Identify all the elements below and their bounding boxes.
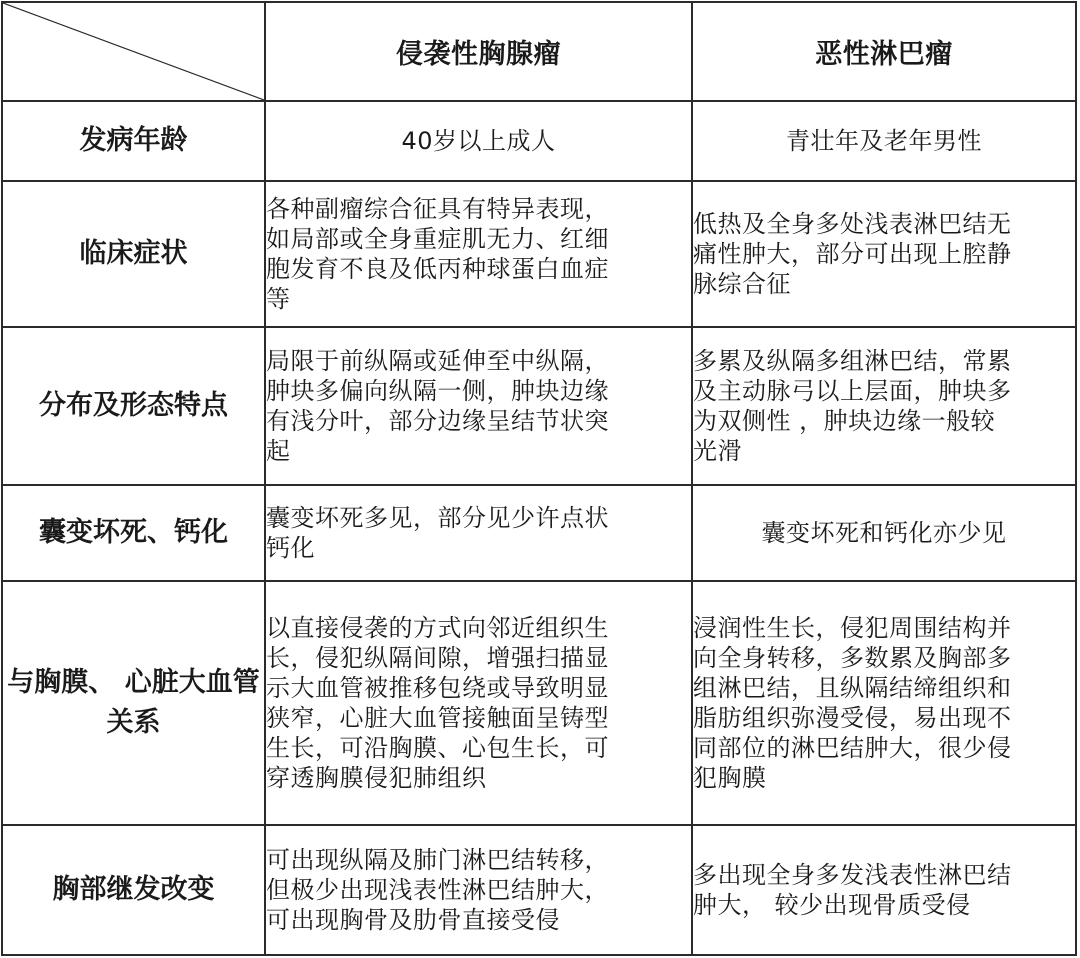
cell-lymphoma-distribution — [692, 327, 1076, 485]
cell-text-line: 生长，可沿胸膜、心包生长，可 — [266, 734, 609, 762]
table-row — [2, 327, 1076, 485]
row-label-line: 心脏大血管关系 — [106, 667, 260, 738]
cell-thymoma-secondary — [265, 825, 692, 955]
cell-text-line: 可出现纵隔及肺门淋巴结转移， — [266, 846, 609, 874]
row-label-line: 临床症状 — [79, 238, 188, 269]
row-label-line: 囊变坏死、钙化 — [39, 517, 228, 548]
cell-text-line: 胞发育不良及低丙种球蛋白血症 — [266, 255, 609, 283]
cell-text-line: 多出现全身多发浅表性淋巴结 — [693, 861, 1012, 889]
cell-text-line: 光滑 — [693, 437, 742, 465]
cell-text-line: 肿块多偏向纵隔一侧，肿块边缘 — [266, 377, 609, 405]
cell-text-line: 向全身转移，多数累及胸部多 — [693, 644, 1012, 672]
cell-text-line: 脂肪组织弥漫受侵，易出现不 — [693, 704, 1012, 732]
cell-text-line: 脉综合征 — [693, 270, 791, 298]
cell-text-line: 多累及纵隔多组淋巴结，常累 — [693, 347, 1012, 375]
cell-text-line: 痛性肿大，部分可出现上腔静 — [693, 240, 1012, 268]
cell-lymphoma-necrosis — [692, 485, 1076, 581]
row-label-age — [2, 101, 265, 181]
cell-text-line: 等 — [266, 285, 291, 313]
comparison-table — [1, 1, 1077, 956]
cell-lymphoma-age — [692, 101, 1076, 181]
cell-thymoma-age — [265, 101, 692, 181]
cell-text-line: 示大血管被推移包绕或导致明显 — [266, 674, 609, 702]
row-label-line: 与胸膜、 — [7, 667, 116, 698]
cell-text-line: 囊变坏死和钙化亦少见 — [761, 519, 1007, 547]
cell-thymoma-clinical — [265, 181, 692, 327]
row-label-line: 发病年龄 — [79, 125, 188, 156]
corner-cell — [2, 2, 265, 101]
cell-text-line: 青壮年及老年男性 — [786, 127, 982, 155]
column-header-lymphoma: 恶性淋巴瘤 — [692, 2, 1076, 101]
row-label-distribution — [2, 327, 265, 485]
row-label-secondary-changes — [2, 825, 265, 955]
cell-text-line: 囊变坏死多见，部分见少许点状 — [266, 504, 609, 532]
cell-text-line: 可出现胸骨及肋骨直接受侵 — [266, 906, 560, 934]
cell-text-line: 局限于前纵隔或延伸至中纵隔， — [266, 347, 609, 375]
cell-lymphoma-clinical — [692, 181, 1076, 327]
cell-thymoma-necrosis — [265, 485, 692, 581]
row-label-line: 胸部继发改变 — [52, 874, 215, 905]
table-row — [2, 101, 1076, 181]
cell-text-line: 组淋巴结，且纵隔结缔组织和 — [693, 674, 1012, 702]
row-label-clinical-symptoms — [2, 181, 265, 327]
cell-text-line: 犯胸膜 — [693, 764, 767, 792]
table-row — [2, 581, 1076, 825]
cell-lymphoma-pleura — [692, 581, 1076, 825]
cell-text-line: 如局部或全身重症肌无力、红细 — [266, 225, 609, 253]
cell-text-line: 为双侧性 ，肿块边缘一般较 — [693, 407, 996, 435]
table-row — [2, 825, 1076, 955]
diagonal-divider-icon — [3, 3, 264, 100]
cell-text-line: 浸润性生长，侵犯周围结构并 — [693, 614, 1012, 642]
cell-text-line: 40岁以上成人 — [401, 127, 556, 155]
cell-thymoma-pleura — [265, 581, 692, 825]
cell-text-line: 有浅分叶，部分边缘呈结节状突 — [266, 407, 609, 435]
cell-text-line: 长，侵犯纵隔间隙，增强扫描显 — [266, 644, 609, 672]
cell-text-line: 各种副瘤综合征具有特异表现， — [266, 195, 609, 223]
cell-text-line: 起 — [266, 437, 291, 465]
cell-lymphoma-secondary — [692, 825, 1076, 955]
cell-text-line: 钙化 — [266, 534, 315, 562]
table-row — [2, 485, 1076, 581]
cell-thymoma-distribution — [265, 327, 692, 485]
cell-text-line: 低热及全身多处浅表淋巴结无 — [693, 210, 1012, 238]
row-label-necrosis-calcification — [2, 485, 265, 581]
column-header-thymoma: 侵袭性胸腺瘤 — [265, 2, 692, 101]
row-label-line: 分布及形态特点 — [39, 390, 228, 421]
cell-text-line: 穿透胸膜侵犯肺组织 — [266, 764, 487, 792]
cell-text-line: 肿大， 较少出现骨质受侵 — [693, 891, 971, 919]
row-label-pleura-vessels — [2, 581, 265, 825]
cell-text-line: 但极少出现浅表性淋巴结肿大， — [266, 876, 609, 904]
cell-text-line: 及主动脉弓以上层面，肿块多 — [693, 377, 1012, 405]
cell-text-line: 同部位的淋巴结肿大，很少侵 — [693, 734, 1012, 762]
table-row — [2, 181, 1076, 327]
table-header-row — [2, 2, 1076, 101]
cell-text-line: 以直接侵袭的方式向邻近组织生 — [266, 614, 609, 642]
cell-text-line: 狭窄，心脏大血管接触面呈铸型 — [266, 704, 609, 732]
